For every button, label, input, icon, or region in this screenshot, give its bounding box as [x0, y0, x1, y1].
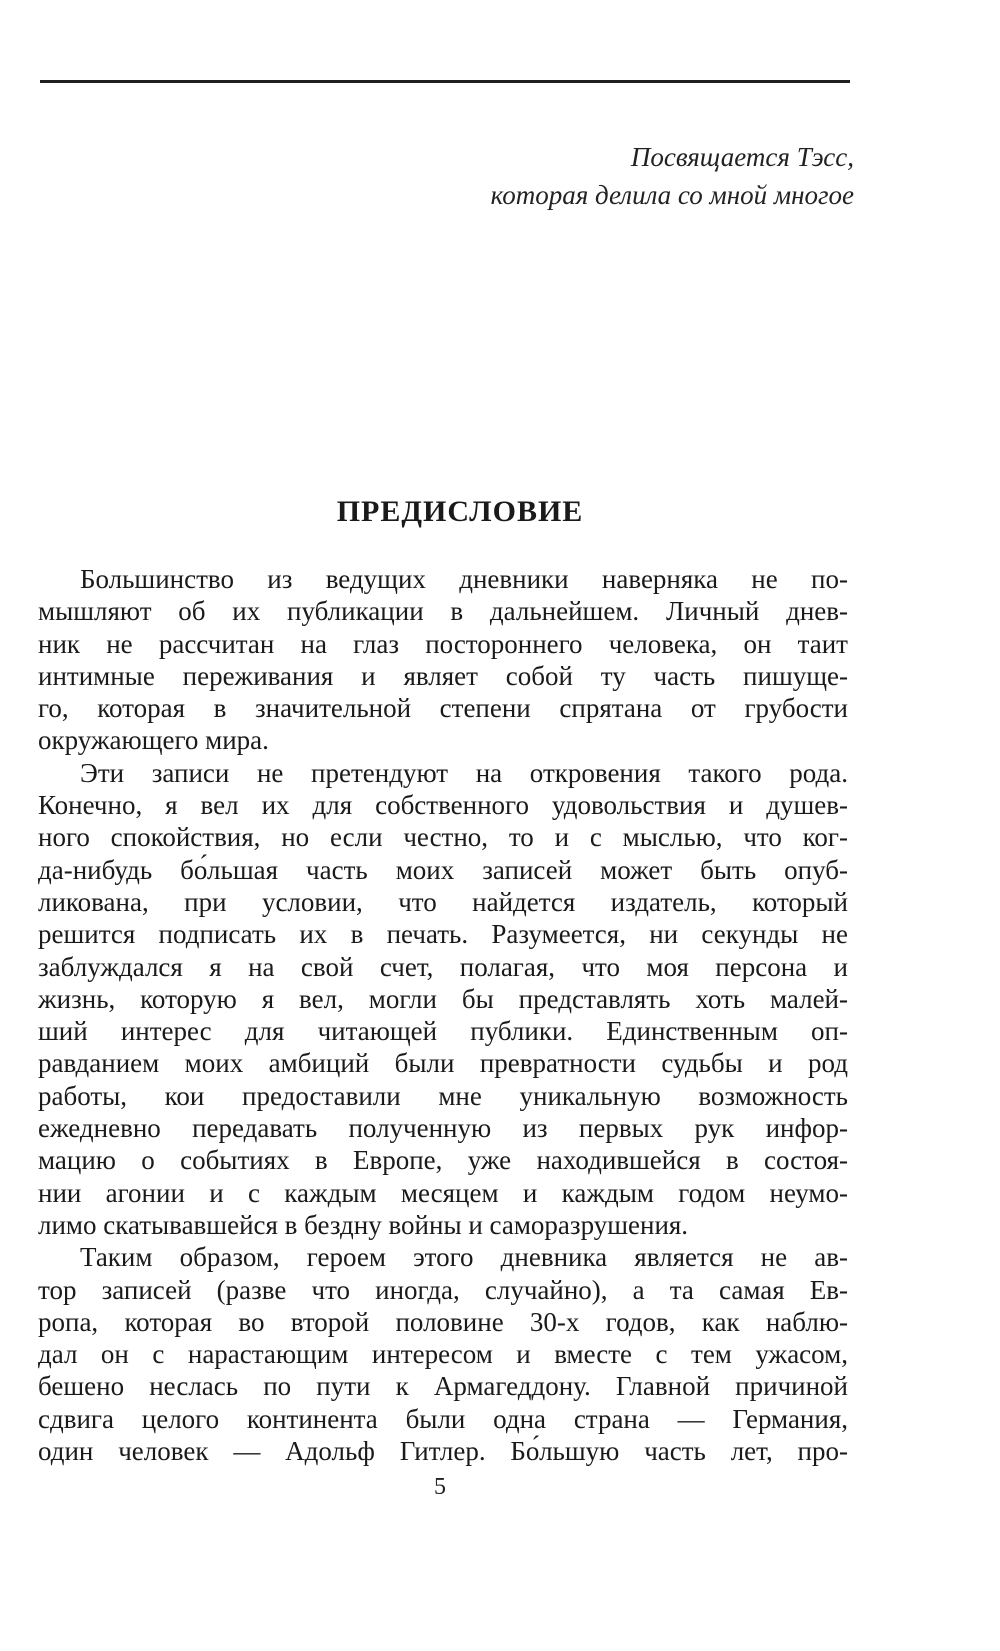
text-line: интимные переживания и являет собой ту часть пишуще-	[38, 660, 848, 691]
page-number: 5	[434, 1474, 446, 1500]
text-line: нии агонии и с каждым месяцем и каждым годом неумо-	[38, 1177, 848, 1208]
text-line: окружающего мира.	[38, 725, 269, 756]
text-line: мацию о событиях в Европе, уже находившейся в состоя-	[38, 1145, 848, 1176]
text-line: работы, кои предоставили мне уникальную возможность	[38, 1080, 848, 1111]
text-line: один человек — Адольф Гитлер. Бо́льшую часть лет, про-	[38, 1436, 848, 1467]
text-line: го, которая в значительной степени спрятана от грубости	[38, 693, 848, 724]
paragraph	[38, 563, 848, 757]
body-text	[38, 563, 848, 1467]
chapter-title: ПРЕДИСЛОВИЕ	[336, 495, 584, 528]
text-line: ликована, при условии, что найдется издатель, который	[38, 886, 848, 917]
text-line: ший интерес для читающей публики. Единственным оп-	[38, 1016, 848, 1047]
text-line: ежедневно передавать полученную из первых рук инфор-	[38, 1113, 848, 1144]
text-line: Эти записи не претендуют на откровения такого рода.	[80, 757, 848, 788]
dedication-line-1: Посвящается Тэсс,	[630, 142, 854, 172]
text-line: ник не рассчитан на глаз постороннего человека, он таит	[38, 628, 848, 659]
paragraph	[38, 757, 848, 1241]
text-line: жизнь, которую я вел, могли бы представлять хоть малей-	[38, 983, 848, 1014]
text-line: Таким образом, героем этого дневника является не ав-	[80, 1242, 848, 1273]
text-line: мышляют об их публикации в дальнейшем. Личный днев-	[38, 596, 848, 627]
dedication-line-2: которая делила со мной многое	[490, 180, 854, 210]
text-line: лимо скатывавшейся в бездну войны и саморазрушения.	[38, 1209, 689, 1240]
text-line: дал он с нарастающим интересом и вместе с тем ужасом,	[38, 1339, 848, 1370]
header-rule	[40, 80, 850, 83]
text-line: сдвига целого континента были одна страна — Германия,	[38, 1403, 848, 1434]
paragraph	[38, 1241, 848, 1467]
text-line: Большинство из ведущих дневники наверняка не по-	[80, 564, 848, 594]
text-line: решится подписать их в печать. Разумеется, ни секунды не	[38, 919, 848, 950]
text-line: ропа, которая во второй половине 30-х годов, как наблю-	[38, 1306, 848, 1337]
text-line: заблуждался я на свой счет, полагая, что моя персона и	[38, 951, 848, 982]
text-line: Конечно, я вел их для собственного удовольствия и душев-	[38, 790, 848, 821]
text-line: тор записей (разве что иногда, случайно), а та самая Ев-	[38, 1274, 848, 1305]
text-line: да-нибудь бо́льшая часть моих записей может быть опуб-	[38, 854, 848, 885]
text-line: бешено неслась по пути к Армагеддону. Главной причиной	[38, 1371, 848, 1402]
text-line: ного спокойствия, но если честно, то и с мыслью, что ког-	[38, 822, 848, 853]
dedication	[491, 138, 854, 214]
text-line: равданием моих амбиций были превратности судьбы и род	[38, 1048, 848, 1079]
